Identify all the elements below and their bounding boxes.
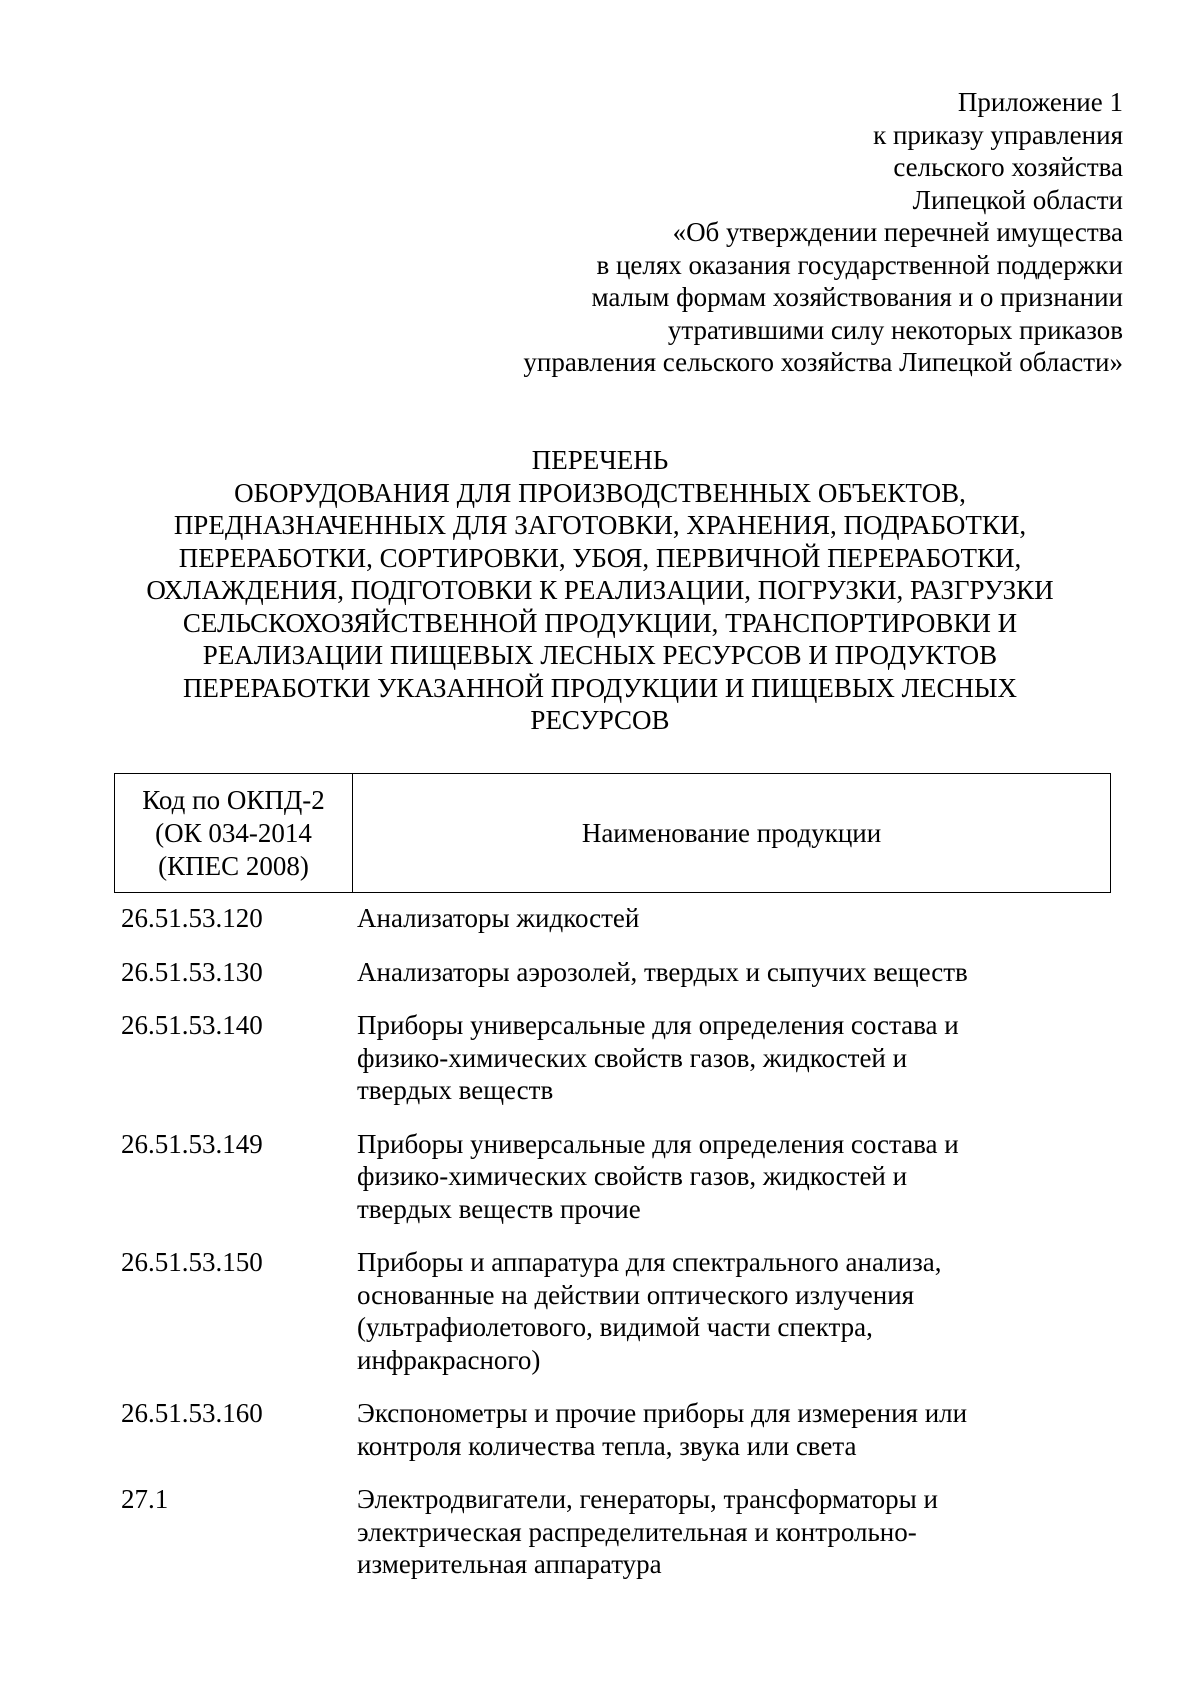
document-title-line: ПЕРЕРАБОТКИ УКАЗАННОЙ ПРОДУКЦИИ И ПИЩЕВЫХ ЛЕСНЫХ: [182, 672, 1018, 703]
product-name-line: твердых веществ прочие: [357, 1193, 641, 1224]
product-list: [0, 902, 1200, 1602]
product-name-line: физико-химических свойств газов, жидкостей и: [357, 1042, 908, 1073]
product-name-line: измерительная аппаратура: [357, 1549, 662, 1579]
product-name-line: электрическая распределительная и контрольно-: [357, 1516, 917, 1547]
appendix-header-line: «Об утверждении перечней имущества: [672, 217, 1123, 247]
product-code: 26.51.53.140: [121, 1010, 263, 1040]
product-code: 27.1: [121, 1484, 169, 1514]
appendix-header-line: утратившими силу некоторых приказов: [667, 314, 1123, 345]
appendix-header-line: к приказу управления: [873, 119, 1123, 150]
product-code: 26.51.53.130: [121, 956, 263, 987]
column-header-code-line: Код по ОКПД-2: [142, 784, 325, 815]
appendix-header: [523, 86, 1123, 379]
column-header-name: [353, 774, 1110, 892]
table-header: [114, 773, 1111, 893]
product-name: [357, 956, 1057, 989]
table-row: [0, 1009, 1200, 1107]
product-name-line: Анализаторы аэрозолей, твердых и сыпучих веществ: [357, 956, 968, 987]
product-name: [357, 1246, 1057, 1376]
product-name-line: Приборы универсальные для определения состава и: [357, 1010, 959, 1040]
document-title-line: СЕЛЬСКОХОЗЯЙСТВЕННОЙ ПРОДУКЦИИ, ТРАНСПОРТИРОВКИ И: [182, 607, 1018, 638]
product-name: [357, 902, 1057, 935]
column-header-code-line: (ОК 034-2014: [155, 817, 312, 848]
appendix-header-line: в целях оказания государственной поддержки: [596, 249, 1123, 280]
appendix-header-line: Приложение 1: [957, 87, 1123, 117]
product-name-line: контроля количества тепла, звука или света: [357, 1430, 857, 1461]
document-title-line: ОХЛАЖДЕНИЯ, ПОДГОТОВКИ К РЕАЛИЗАЦИИ, ПОГРУЗКИ, РАЗГРУЗКИ: [146, 575, 1054, 605]
product-name: [357, 1397, 1057, 1462]
document-title-line: РЕАЛИЗАЦИИ ПИЩЕВЫХ ЛЕСНЫХ РЕСУРСОВ И ПРОДУКТОВ: [202, 640, 998, 670]
product-name-line: физико-химических свойств газов, жидкостей и: [357, 1161, 908, 1191]
product-name-line: инфракрасного): [357, 1344, 541, 1375]
product-name-line: (ультрафиолетового, видимой части спектра,: [357, 1312, 873, 1342]
document-title-line: ОБОРУДОВАНИЯ ДЛЯ ПРОИЗВОДСТВЕННЫХ ОБЪЕКТОВ,: [234, 477, 966, 508]
table-row: [0, 1246, 1200, 1376]
product-name: [357, 1483, 1057, 1581]
product-name-line: Анализаторы жидкостей: [357, 903, 640, 933]
product-name: [357, 1128, 1057, 1226]
product-name: [357, 1009, 1057, 1107]
product-name-line: Электродвигатели, генераторы, трансформаторы и: [357, 1484, 938, 1514]
product-code: 26.51.53.120: [121, 903, 263, 933]
table-row: [0, 956, 1200, 989]
product-name-line: Экспонометры и прочие приборы для измерения или: [357, 1398, 968, 1428]
appendix-header-line: Липецкой области: [912, 184, 1123, 215]
table-row: [0, 902, 1200, 935]
column-header-code-line: (КПЕС 2008): [158, 850, 309, 881]
document-title-line: ПЕРЕЧЕНЬ: [531, 445, 669, 475]
table-row: [0, 1397, 1200, 1462]
document-title: [0, 444, 1200, 737]
table-row: [0, 1483, 1200, 1581]
appendix-header-line: сельского хозяйства: [893, 152, 1123, 182]
product-code: 26.51.53.149: [121, 1128, 263, 1159]
product-name-line: твердых веществ: [357, 1075, 554, 1105]
column-header-code: [115, 774, 353, 892]
appendix-header-line: малым формам хозяйствования и о признании: [591, 282, 1123, 312]
table-row: [0, 1128, 1200, 1226]
column-header-name-text: Наименование продукции: [581, 817, 882, 848]
product-name-line: Приборы универсальные для определения состава и: [357, 1128, 959, 1159]
document-title-line: РЕСУРСОВ: [530, 705, 670, 735]
document-title-line: ПЕРЕРАБОТКИ, СОРТИРОВКИ, УБОЯ, ПЕРВИЧНОЙ ПЕРЕРАБОТКИ,: [178, 542, 1022, 573]
product-name-line: основанные на действии оптического излучения: [357, 1279, 915, 1310]
document-title-line: ПРЕДНАЗНАЧЕННЫХ ДЛЯ ЗАГОТОВКИ, ХРАНЕНИЯ, ПОДРАБОТКИ,: [173, 510, 1027, 540]
appendix-header-line: управления сельского хозяйства Липецкой области»: [523, 347, 1123, 377]
product-code: 26.51.53.150: [121, 1247, 263, 1277]
product-name-line: Приборы и аппаратура для спектрального анализа,: [357, 1247, 942, 1277]
product-code: 26.51.53.160: [121, 1398, 263, 1428]
